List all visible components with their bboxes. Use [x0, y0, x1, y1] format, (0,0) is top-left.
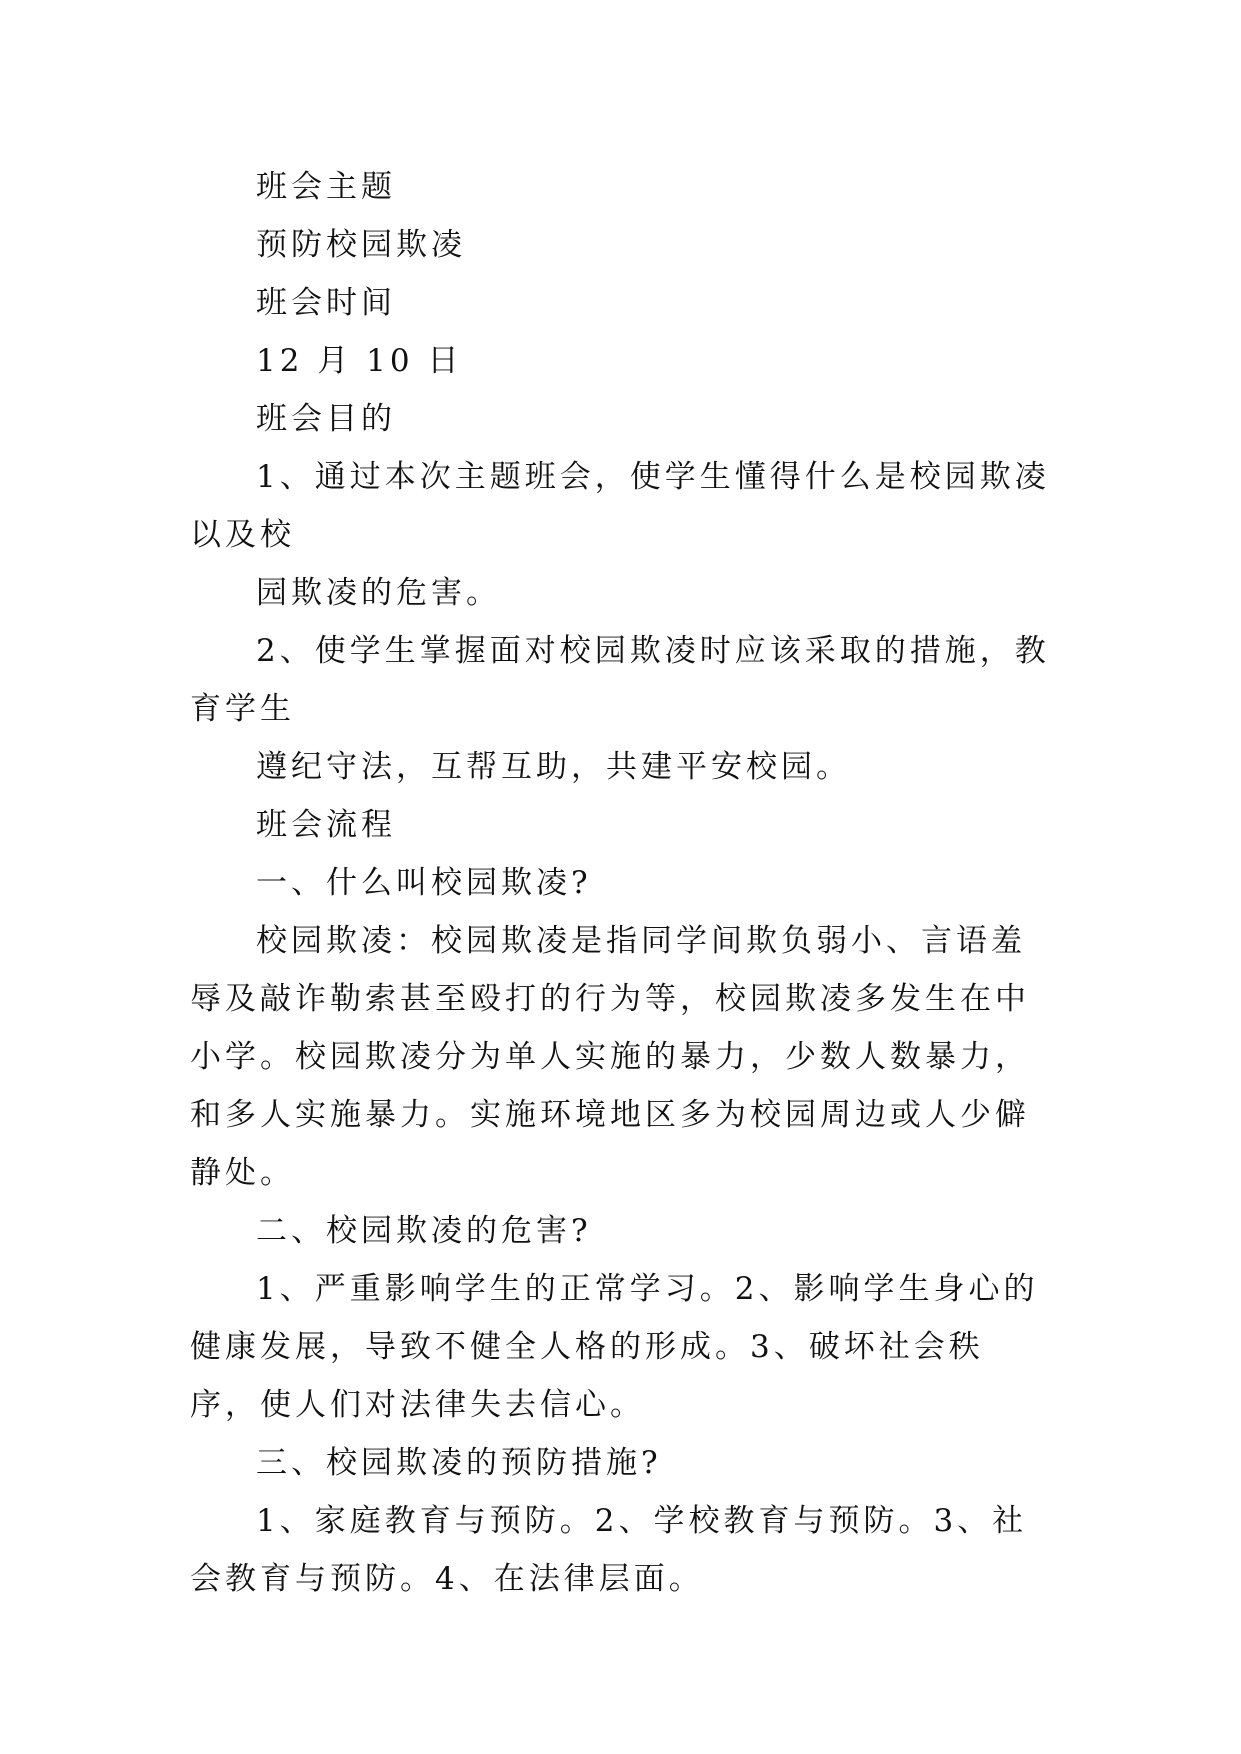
- paragraph-bullying-harm: 1、严重影响学生的正常学习。2、影响学生身心的健康发展，导致不健全人格的形成。3、破坏社会秩序，使人们对法律失去信心。: [190, 1271, 1039, 1423]
- heading-what-is-bullying: 一、什么叫校园欺凌?: [256, 865, 592, 901]
- paragraph-purpose-1b: 园欺凌的危害。: [256, 575, 501, 611]
- paragraph-meeting-purpose-label: 班会目的: [256, 401, 396, 437]
- paragraph-purpose-2b: 遵纪守法，互帮互助，共建平安校园。: [256, 749, 851, 785]
- paragraph-meeting-theme-label: 班会主题: [256, 169, 396, 205]
- paragraph-purpose-2a: 2、使学生掌握面对校园欺凌时应该采取的措施，教育学生: [190, 633, 1050, 727]
- paragraph-meeting-time-label: 班会时间: [256, 285, 396, 321]
- paragraph-meeting-date: 12 月 10 日: [256, 343, 463, 379]
- paragraph-purpose-1a: 1、通过本次主题班会，使学生懂得什么是校园欺凌以及校: [190, 459, 1050, 553]
- paragraph-bullying-definition: 校园欺凌：校园欺凌是指同学间欺负弱小、言语羞辱及敲诈勒索甚至殴打的行为等，校园欺凌多发生在中小学。校园欺凌分为单人实施的暴力，少数人数暴力，和多人实施暴力。实施环境地区多为校园周边或人少僻静处。: [190, 923, 1030, 1191]
- heading-bullying-prevention: 三、校园欺凌的预防措施?: [256, 1445, 662, 1481]
- paragraph-bullying-prevention: 1、家庭教育与预防。2、学校教育与预防。3、社会教育与预防。4、在法律层面。: [190, 1503, 1028, 1597]
- paragraph-meeting-theme: 预防校园欺凌: [256, 227, 466, 263]
- heading-bullying-harm: 二、校园欺凌的危害?: [256, 1213, 592, 1249]
- document-body: [190, 158, 1050, 1608]
- paragraph-meeting-process-label: 班会流程: [256, 807, 396, 843]
